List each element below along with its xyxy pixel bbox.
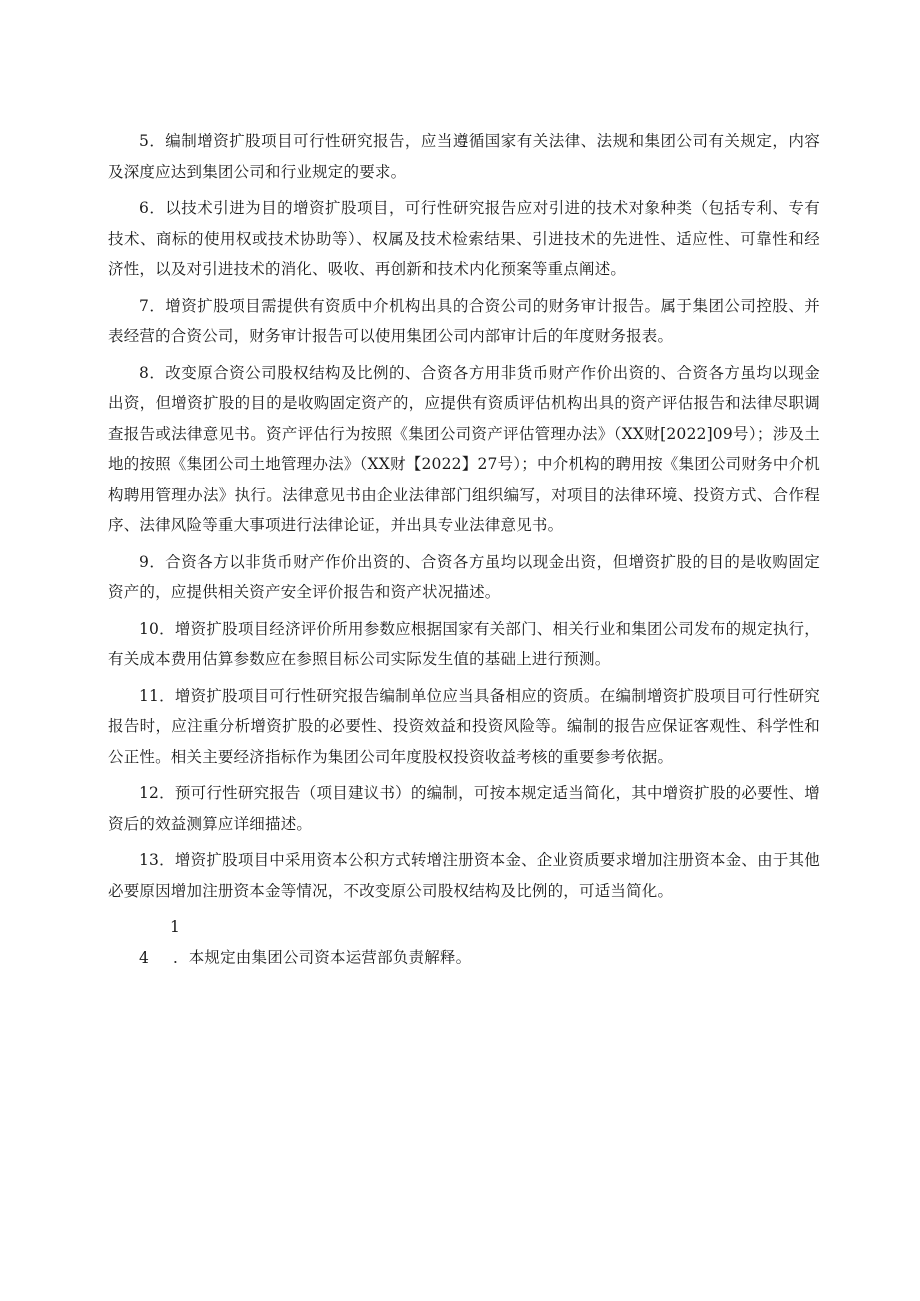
paragraph-14-number: 14 (139, 918, 181, 967)
paragraph-13: 13．增资扩股项目中采用资本公积方式转增注册资本金、企业资质要求增加注册资本金、由于其他必要原因增加注册资本金等情况，不改变原公司股权结构及比例的，可适当简化。 (108, 851, 820, 900)
paragraph-10: 10．增资扩股项目经济评价所用参数应根据国家有关部门、相关行业和集团公司发布的规定执行，有关成本费用估算参数应在参照目标公司实际发生值的基础上进行预测。 (108, 619, 820, 668)
paragraph-14 (108, 912, 820, 973)
paragraph-5: 5．编制增资扩股项目可行性研究报告，应当遵循国家有关法律、法规和集团公司有关规定，内容及深度应达到集团公司和行业规定的要求。 (108, 132, 820, 181)
paragraph-7: 7．增资扩股项目需提供有资质中介机构出具的合资公司的财务审计报告。属于集团公司控股、并表经营的合资公司，财务审计报告可以使用集团公司内部审计后的年度财务报表。 (108, 296, 820, 345)
paragraph-6: 6．以技术引进为目的增资扩股项目，可行性研究报告应对引进的技术对象种类（包括专利、专有技术、商标的使用权或技术协助等）、权属及技术检索结果、引进技术的先进性、适应性、可靠性和经济性，以及对引进技术的消化、吸收、再创新和技术内化预案等重点阐述。 (108, 199, 820, 278)
document-body (108, 126, 820, 973)
paragraph-14-text: ．本规定由集团公司资本运营部负责解释。 (173, 948, 472, 967)
paragraph-11: 11．增资扩股项目可行性研究报告编制单位应当具备相应的资质。在编制增资扩股项目可行性研究报告时，应注重分析增资扩股的必要性、投资效益和投资风险等。编制的报告应保证客观性、科学性和公正性。相关主要经济指标作为集团公司年度股权投资收益考核的重要参考依据。 (108, 686, 820, 766)
paragraph-9: 9．合资各方以非货币财产作价出资的、合资各方虽均以现金出资，但增资扩股的目的是收购固定资产的，应提供相关资产安全评价报告和资产状况描述。 (108, 552, 820, 601)
paragraph-12: 12．预可行性研究报告（项目建议书）的编制，可按本规定适当简化，其中增资扩股的必要性、增资后的效益测算应详细描述。 (108, 784, 820, 833)
paragraph-8: 8．改变原合资公司股权结构及比例的、合资各方用非货币财产作价出资的、合资各方虽均以现金出资，但增资扩股的目的是收购固定资产的，应提供有资质评估机构出具的资产评估报告和法律尽职调查报告或法律意见书。资产评估行为按照《集团公司资产评估管理办法》（XX财[2022]09号）；涉及土地的按照《集团公司土地管理办法》（XX财【2022】27号）；中介机构的聘用按《集团公司财务中介机构聘用管理办法》执行。法律意见书由企业法律部门组织编写，对项目的法律环境、投资方式、合作程序、法律风险等重大事项进行法律论证，并出具专业法律意见书。 (108, 363, 820, 534)
